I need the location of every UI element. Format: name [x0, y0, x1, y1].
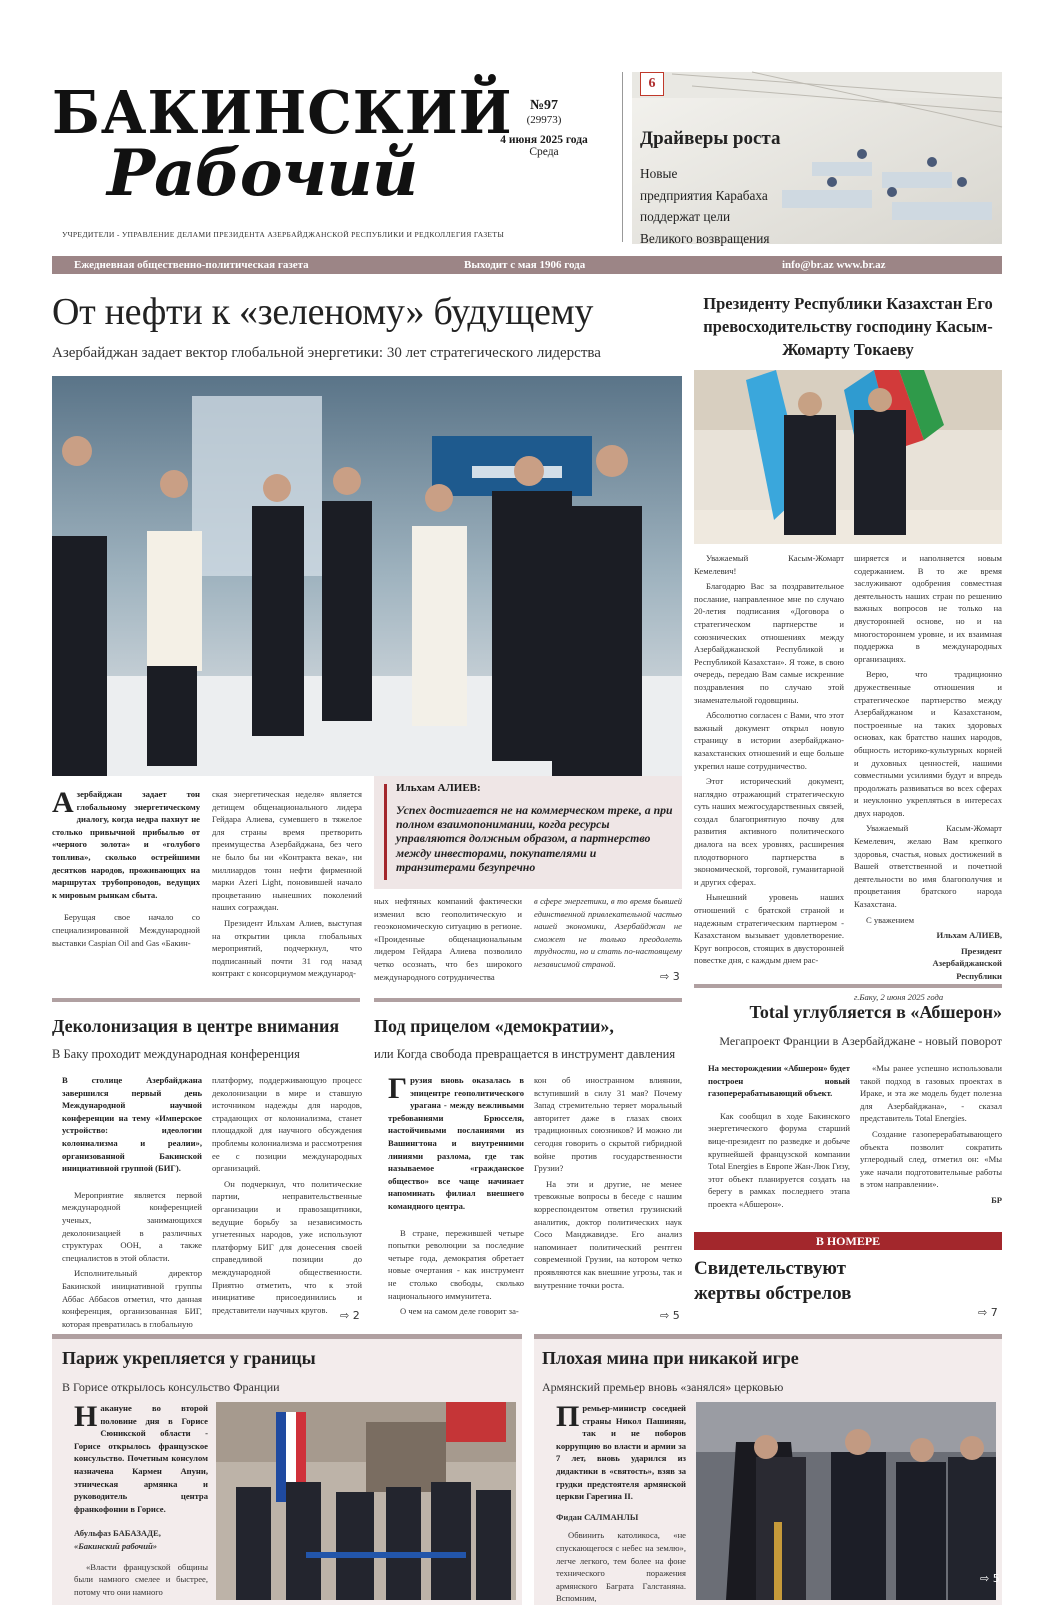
democracy-subheadline: или Когда свобода превращается в инструмент давления [374, 1047, 676, 1061]
decolonization-headline[interactable]: Деколонизация в центре внимания [52, 1016, 340, 1036]
lead-subheadline: Азербайджан задает вектор глобальной энергетики: 30 лет стратегического лидерства [52, 345, 601, 361]
lead-headline[interactable]: От нефти к «зеленому» будущему [52, 291, 594, 333]
in-issue-banner [694, 1232, 1002, 1250]
lead-col-1 [52, 788, 200, 974]
decolonization-p2: Мероприятие является первой международной конференцией ученых, занимающихся деколонизацией в различных структурах ООН, а также специалистов в этой области. [62, 1189, 202, 1263]
letter-col1-p: Абсолютно согласен с Вами, что этот важный документ открыл новую страницу в истории азербайджано-казахстанских отношений и еще больше укрепил наше сотрудничество. [694, 710, 844, 771]
issue-number: №97 [529, 98, 559, 113]
in-issue-headline[interactable]: Свидетельствуют жертвы обстрелов [694, 1258, 852, 1304]
letter-col1-p: Этот исторический документ, наглядно отражающий стратегическую суть наших межгосударственных связей, создал благоприятную почву для развития активного политического диалога на всех уровнях, расширения плодотворного партнерства в экономической, торговой, гуманитарной и других сферах. [694, 776, 844, 887]
lead-col2-p1: ская энергетическая неделя» является детищем общенационального лидера Гейдара Алиева, сумевшего в тяжелое для страны время претворить преимущества Азербайджана, без чего не было бы ни «Контракта века», ни миллиардов тонн нефти фирменной марки Azeri Light, поновившей начало процветанию нынешних поколений наших сограждан. [212, 789, 362, 913]
masthead-title [52, 78, 513, 211]
teaser-text [640, 163, 769, 249]
decolonization-col2-p1: платформу, поддерживающую процесс деколонизации в мире и ставшую источником надежды для народов, страдающих от колониализма, станет площадкой для научного обсуждения проблемы колониализма и рассмотрения ее с позиции международных организаций. [212, 1075, 362, 1174]
democracy-col-2 [534, 1074, 682, 1322]
decolonization-col-1 [62, 1074, 202, 1329]
lead-col-3 [374, 895, 522, 982]
letter-signature-title2: Азербайджанской [932, 958, 1002, 969]
quote-box [374, 776, 682, 889]
letter-place-date: г.Баку, 2 июня 2025 года [854, 991, 944, 1002]
lead-ref[interactable]: ⇨ 3 [660, 970, 680, 983]
masthead-divider [622, 72, 623, 242]
teaser-line: Новые [640, 166, 678, 181]
letter-photo [694, 370, 1002, 544]
lead-col-2 [212, 788, 362, 979]
teaser-page-badge[interactable] [640, 72, 664, 96]
lead-col2-p2: Президент Ильхам Алиев, выступая на открытии цикла глобальных мероприятий, подчеркнул, что подписанный почти 31 год назад контракт с консорциумом международ- [212, 917, 362, 979]
mine-photo [696, 1402, 996, 1600]
total-col2-p1: «Мы ранее успешно использовали такой подход в газовых проектах в Ираке, и эта же модель будет полезна для Азербайджана», - сказал представитель Total Energies. [860, 1063, 1002, 1124]
paris-headline[interactable]: Париж укрепляется у границы [62, 1348, 316, 1368]
letter-signature-name: Ильхам АЛИЕВ, [936, 930, 1002, 941]
lead-col-4 [534, 895, 682, 975]
total-col-1 [708, 1062, 850, 1232]
quote-text: Успех достигается не на коммерческом треке, а при полном взаимопонимании, когда ресурсы управляются должным образом, а партнерство между инвесторами, покупателями и транзитерами безупречно [396, 803, 673, 874]
letter-col-2 [854, 552, 1002, 1002]
mine-lead: ремьер-министр соседней страны Никол Пашинян, так и не поборов коррупцию во власти и армии за 7 лет, вновь ударился из дидактики в «святость», взяв за грудки предстоятеля армянской церкви Гарегина II. [556, 1403, 686, 1502]
paris-photo [216, 1402, 516, 1600]
in-issue-label: В НОМЕРЕ [815, 1234, 881, 1248]
lead-photo [52, 376, 682, 776]
mine-col [556, 1400, 686, 1604]
mine-p2: Обвинить католикоса, «не спускающегося с небес на землю», легче легкого, тем более на фоне технического поражения армянского Баграта Галстаняна. Вспомним, [556, 1530, 686, 1604]
democracy-p2: В стране, пережившей четыре попытки революции за последние четыре года, демократия обретает новые очертания - как инструмент не столько свободы, сколько национального иммунитета. [388, 1227, 524, 1301]
bar-center: Выходит с мая 1906 года [464, 259, 586, 271]
in-issue-ref[interactable]: ⇨ 7 [978, 1306, 998, 1319]
exhibition-photo [52, 376, 682, 776]
decolonization-col2-p2: Он подчеркнул, что политические партии, неправительственные организации и правозащитники, ведущие борьбу за независимость угнетенных народов, уже используют платформу БИГ для донесения своей справедливой позиции до международной общественности. Приятно отметить, что к этой инициативе присоединились и представители научных кругов. [212, 1178, 362, 1315]
quote-author: Ильхам АЛИЕВ: [396, 782, 481, 794]
teaser-page-number: 6 [648, 76, 656, 91]
letter-col1-p: Уважаемый Касым-Жомарт Кемелевич! [694, 553, 844, 576]
decolonization-subheadline: В Баку проходит международная конференция [52, 1047, 300, 1061]
lead-col1-lead: зербайджан задает тон глобальному энергетическому диалогу, когда недра пахнут не столько привычной прибылью от «черного золота» и «голубого топлива», сколько острейшими десятков народов, проживающих на маршрутах трубопроводов, ведущих к мировым рынкам сбыта. [52, 789, 200, 900]
paris-p2: «Власти французской общины были намного смелее и быстрее, потому что они намного [74, 1561, 208, 1597]
lead-col4-text: в сфере энергетики, в то время бывшей единственной привлекательной частью нашей экономики, Азербайджан не сможет не только преодолеть трудности, но и стать по-настоящему независимой страной. [534, 896, 682, 969]
teaser-title[interactable]: Драйверы роста [640, 128, 781, 149]
letter-col2-p: ширяется и наполняется новым содержанием. В то же время заслуживают одобрения совместная деятельность наших стран по решению важных вопросов не только на двусторонней основе, но и на многостороннем уровне, и их взаимная поддержка в международных организациях. [854, 553, 1002, 664]
teaser-line: Великого возвращения [640, 230, 770, 246]
founders-line: УЧРЕДИТЕЛИ - УПРАВЛЕНИЕ ДЕЛАМИ ПРЕЗИДЕНТА АЗЕРБАЙДЖАНСКОЙ РЕСПУБЛИКИ И РЕДКОЛЛЕГИЯ ГАЗЕТЫ [62, 230, 505, 239]
mine-headline[interactable]: Плохая мина при никакой игре [542, 1348, 799, 1368]
democracy-p3: О чем на самом деле говорит за- [400, 1306, 519, 1317]
separator [374, 998, 682, 1002]
letter-signature-title1: Президент [960, 945, 1002, 956]
letter-col1-p: Нынешний уровень наших отношений с братской страной и надежным стратегическим партнером - Казахстаном вызывает удовлетворение. Круг вопросов, стоящих в двусторонней повестке дня, с каждым днем рас- [694, 892, 844, 966]
total-col2-p2: Создание газоперерабатывающего объекта позволит сократить углеродный след, отметил он: «Мы уже начали подготовительные работы в этом направлении». [860, 1128, 1002, 1190]
letter-headline[interactable]: Президенту Республики Казахстан Его превосходительству господину Касым-Жомарту Токаеву [703, 294, 993, 359]
separator [694, 984, 1002, 988]
issue-weekday: Среда [529, 146, 559, 158]
decolonization-lead: В столице Азербайджана завершился первый день Международной научной конференции на тему «Имперское устройство: идеологии колониализма и реалии», организованной Бакинской инициативной группой (БИГ). [62, 1075, 202, 1174]
paris-author-paper: «Бакинский рабочий» [74, 1540, 158, 1551]
decolonization-p3: Исполнительный директор Бакинской инициативной группы Аббас Аббасов отметил, что данная конференция, организованная БИГ, которая превратилась в глобальную [62, 1268, 202, 1329]
decolonization-ref[interactable]: ⇨ 2 [340, 1309, 360, 1322]
total-lead: На месторождении «Абшерон» будет построен новый газоперерабатывающий объект. [708, 1063, 850, 1099]
separator [52, 998, 360, 1002]
lead-col1-text: Берущая свое начало со специализированной Международной выставки Caspian Oil and Gas «Бакин- [52, 912, 200, 948]
bar-right[interactable]: info@br.az www.br.az [782, 259, 886, 271]
letter-col-1 [694, 552, 844, 968]
masthead-title-line1: БАКИНСКИЙ [52, 78, 513, 148]
democracy-headline[interactable]: Под прицелом «демократии», [374, 1016, 614, 1036]
paris-col [74, 1402, 208, 1600]
dropcap-n: Н [74, 1400, 98, 1433]
mine-author: Фидан САЛМАНЛЫ [556, 1511, 639, 1522]
teaser-line: предприятия Карабаха [640, 187, 768, 203]
letter-col2-p: Уважаемый Касым-Жомарт Кемелевич, желаю Вам крепкого здоровья, счастья, новых достижений в Вашей ответственной и почетной деятельности во имя благополучия и процветания братского народа Казахстана. [854, 823, 1002, 910]
dropcap-a: А [52, 786, 74, 819]
mine-ref[interactable]: ⇨ 5 [980, 1572, 1000, 1585]
democracy-col2-p1: кон об иностранном влиянии, вступивший в силу 31 мая? Почему Запад стремительно теряет моральный авторитет даже в глазах своих традиционных союзников? И можно ли сегодня говорить о скрытой гибридной войне против государственности Грузии? [534, 1075, 682, 1174]
issue-date: 4 июня 2025 года [500, 134, 588, 146]
teaser-line: поддержат цели [640, 209, 731, 224]
total-headline[interactable]: Total углубляется в «Абшерон» [749, 1002, 1002, 1022]
quote-bar [384, 784, 387, 880]
letter-col2-p: Верю, что традиционно дружественные отношения и стратегическое партнерство между Азербайджаном и Казахстаном, построенные на таких здоровых основах, как братство наших народов, общность историко-культурных корней и духовных ценностей, нашими совместными усилиями будут и впредь продолжать развиваться во всех сферах и неуклонно укрепляться в интересах двух народов. [854, 669, 1002, 818]
letter-col2-p: С уважением [866, 914, 915, 925]
total-sign: БР [991, 1194, 1002, 1205]
letter-col1-p: Благодарю Вас за поздравительное послание, направленное мне по случаю 20-летия подписания «Договора о стратегическом партнерстве и союзнических отношениях между Азербайджанской Республикой и Республикой Казахстан». Я тоже, в свою очередь, передаю Вам самые искренние поздравления по случаю этой знаменательной годовщины. [694, 581, 844, 705]
bar-left: Ежедневная общественно-политическая газета [74, 259, 309, 271]
democracy-ref[interactable]: ⇨ 5 [660, 1309, 680, 1322]
paris-subheadline: В Горисе открылось консульство Франции [62, 1380, 280, 1394]
dropcap-g: Г [388, 1072, 408, 1105]
democracy-col2-p2: На эти и другие, не менее тревожные вопросы в беседе с нашим корреспондентом ответил грузинский аналитик, доктор политических наук Сосо Манджавидзе. Его анализ напоминает политический рентген современной Грузии, на котором четко проявляются как внешние угрозы, так и внутренние точки роста. [534, 1178, 682, 1290]
total-col-2 [860, 1062, 1002, 1232]
lead-col3-text: ных нефтяных компаний фактически изменил всю геополитическую и геоэкономическую ситуацию в регионе. «Проиденные общенациональным лидером Гейдара Алиева позволило четко осознать, что без широкого международного сотрудничества [374, 896, 522, 982]
democracy-col-1 [388, 1074, 524, 1324]
issue-total: (29973) [526, 114, 562, 126]
mine-subheadline: Армянский премьер вновь «занялся» церковью [542, 1380, 784, 1394]
consulate-photo [216, 1402, 516, 1600]
democracy-lead: рузия вновь оказалась в эпицентре геополитического урагана - между вежливыми требованиями Брюсселя, настойчивыми посланиями из Вашингтона и внутренними линиями разлома, где так называемое «гражданское общество» все чаще начинает напоминать филиал внешнего командного центра. [388, 1075, 524, 1211]
total-subheadline: Мегапроект Франции в Азербайджане - новый поворот [719, 1034, 1002, 1048]
church-photo [696, 1402, 996, 1600]
paris-author: Абульфаз БАБАЗАДЕ, [74, 1528, 161, 1539]
issue-info [490, 98, 598, 158]
masthead-title-line2: Рабочий [107, 136, 418, 211]
info-bar [52, 256, 1002, 274]
dropcap-p: П [556, 1400, 580, 1433]
decolonization-col-2 [212, 1074, 362, 1322]
letter-signature-title3: Республики [956, 971, 1002, 981]
leaders-photo [694, 370, 1002, 544]
total-p2: Как сообщил в ходе Бакинского энергетического форума старший вице-президент по разведке и добыче крупнейшей французской компании Total Energies в Европе Жан-Люк Гизу, этот объект планируется создать на берегу в рамках последнего этапа проекта «Абшерон». [708, 1110, 850, 1209]
paris-lead: акануне во второй половине дня в Горисе Сюникской области - Горисе открылось французское консульство. Почетным консулом назначена Кармен Апуни, этническая армянка и руководитель центра франкофонии в Горисе. [74, 1403, 208, 1514]
